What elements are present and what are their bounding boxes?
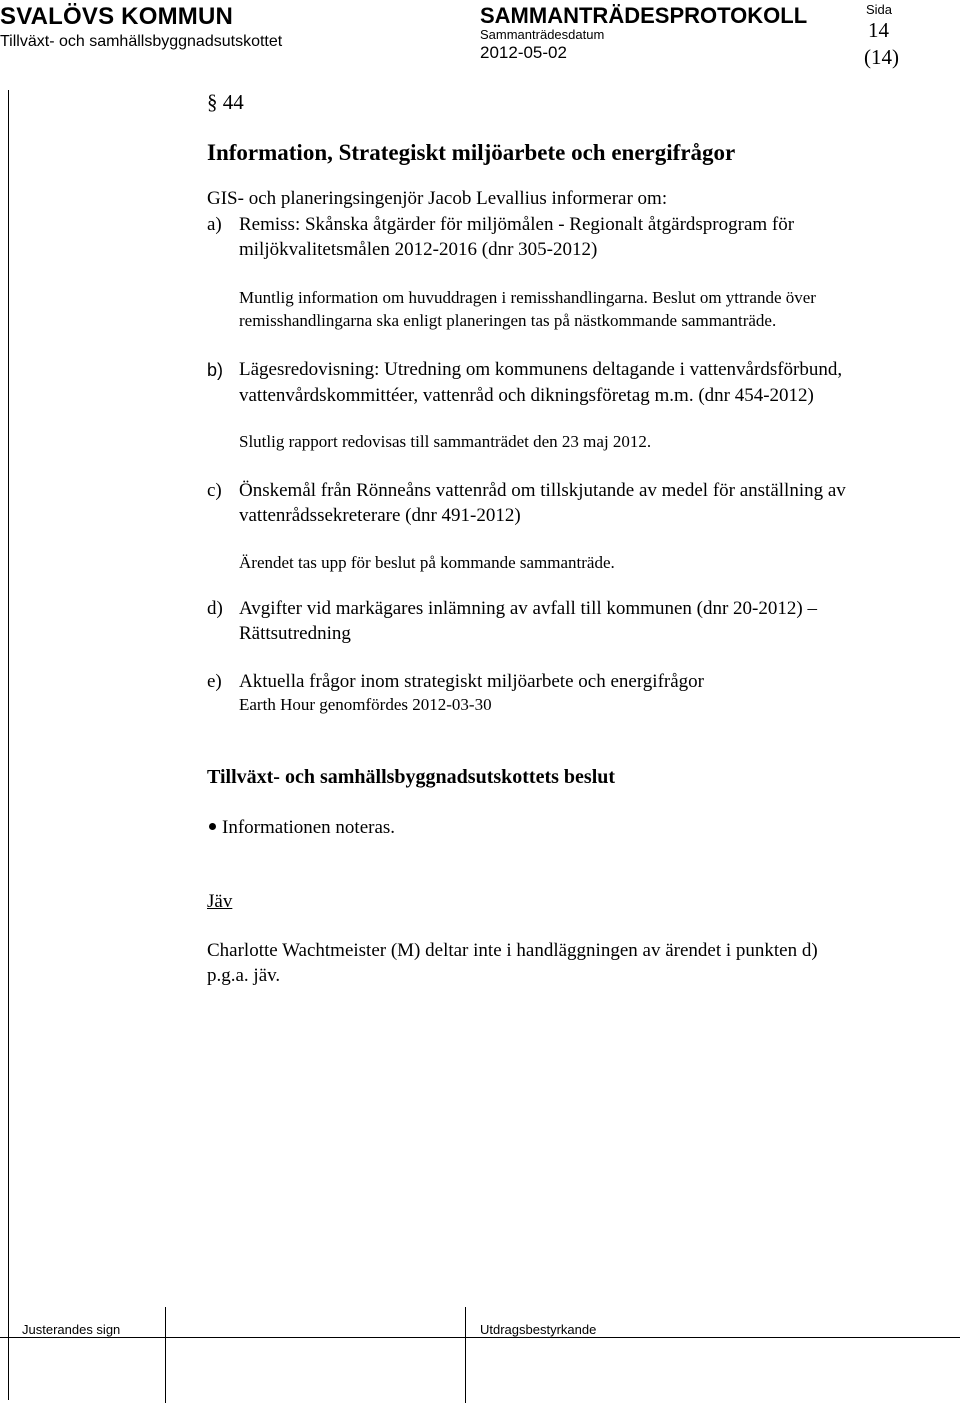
justerandes-sign-label: Justerandes sign	[22, 1322, 121, 1337]
item-d-line-2: Rättsutredning	[239, 623, 351, 644]
bullet-icon	[209, 823, 216, 830]
item-label-d: d)	[207, 598, 223, 619]
utdragsbestyrkande-label: Utdragsbestyrkande	[480, 1322, 597, 1337]
jav-line-1: Charlotte Wachtmeister (M) deltar inte i handläggningen av ärendet i punkten d)	[207, 940, 818, 961]
item-c-line-2: vattenrådssekreterare (dnr 491-2012)	[239, 505, 521, 526]
margin-line	[8, 90, 9, 1400]
jav-heading: Jäv	[207, 891, 233, 912]
item-e-note-1: Earth Hour genomfördes 2012-03-30	[239, 695, 492, 714]
item-label-e: e)	[207, 671, 222, 692]
decision-heading: Tillväxt- och samhällsbyggnadsutskottets beslut	[207, 766, 616, 788]
page-label: Sida	[866, 2, 893, 17]
section-number: § 44	[207, 90, 244, 114]
item-a-note-2: remisshandlingarna ska enligt planeringen tas på nästkommande sammanträde.	[239, 311, 777, 330]
item-a-note-1: Muntlig information om huvuddragen i remisshandlingarna. Beslut om yttrande över	[239, 288, 816, 307]
department-name: Tillväxt- och samhällsbyggnadsutskottet	[0, 33, 283, 50]
page-total: (14)	[864, 45, 899, 69]
item-c-note-1: Ärendet tas upp för beslut på kommande sammanträde.	[239, 553, 615, 572]
section-title: Information, Strategiskt miljöarbete och energifrågor	[207, 140, 736, 165]
meeting-date: 2012-05-02	[480, 43, 567, 62]
decision-bullet-text: Informationen noteras.	[222, 817, 396, 838]
footer-divider	[465, 1307, 466, 1403]
footer-rule	[0, 1337, 960, 1338]
organization-name: SVALÖVS KOMMUN	[0, 3, 234, 30]
item-e-line-1: Aktuella frågor inom strategiskt miljöarbete och energifrågor	[239, 671, 704, 692]
item-b-line-1: Lägesredovisning: Utredning om kommunens deltagande i vattenvårdsförbund,	[239, 359, 843, 380]
meeting-date-label: Sammanträdesdatum	[480, 27, 605, 42]
item-d-line-1: Avgifter vid markägares inlämning av avfall till kommunen (dnr 20-2012) –	[239, 598, 817, 619]
protocol-title: SAMMANTRÄDESPROTOKOLL	[480, 3, 808, 28]
item-a-line-1: Remiss: Skånska åtgärder för miljömålen - Regionalt åtgärdsprogram för	[239, 214, 795, 235]
item-label-b: b)	[207, 360, 224, 380]
footer-divider	[165, 1307, 166, 1403]
jav-line-2: p.g.a. jäv.	[207, 965, 281, 986]
item-label-c: c)	[207, 480, 222, 501]
item-label-a: a)	[207, 214, 222, 235]
item-b-note-1: Slutlig rapport redovisas till sammanträdet den 23 maj 2012.	[239, 432, 652, 451]
page-number: 14	[868, 18, 889, 42]
item-a-line-2: miljökvalitetsmålen 2012-2016 (dnr 305-2012)	[239, 239, 598, 260]
item-c-line-1: Önskemål från Rönneåns vattenråd om tillskjutande av medel för anställning av	[239, 480, 846, 501]
item-b-line-2: vattenvårdskommittéer, vattenråd och dikningsföretag m.m. (dnr 454-2012)	[239, 385, 814, 406]
intro-text: GIS- och planeringsingenjör Jacob Levallius informerar om:	[207, 188, 668, 209]
